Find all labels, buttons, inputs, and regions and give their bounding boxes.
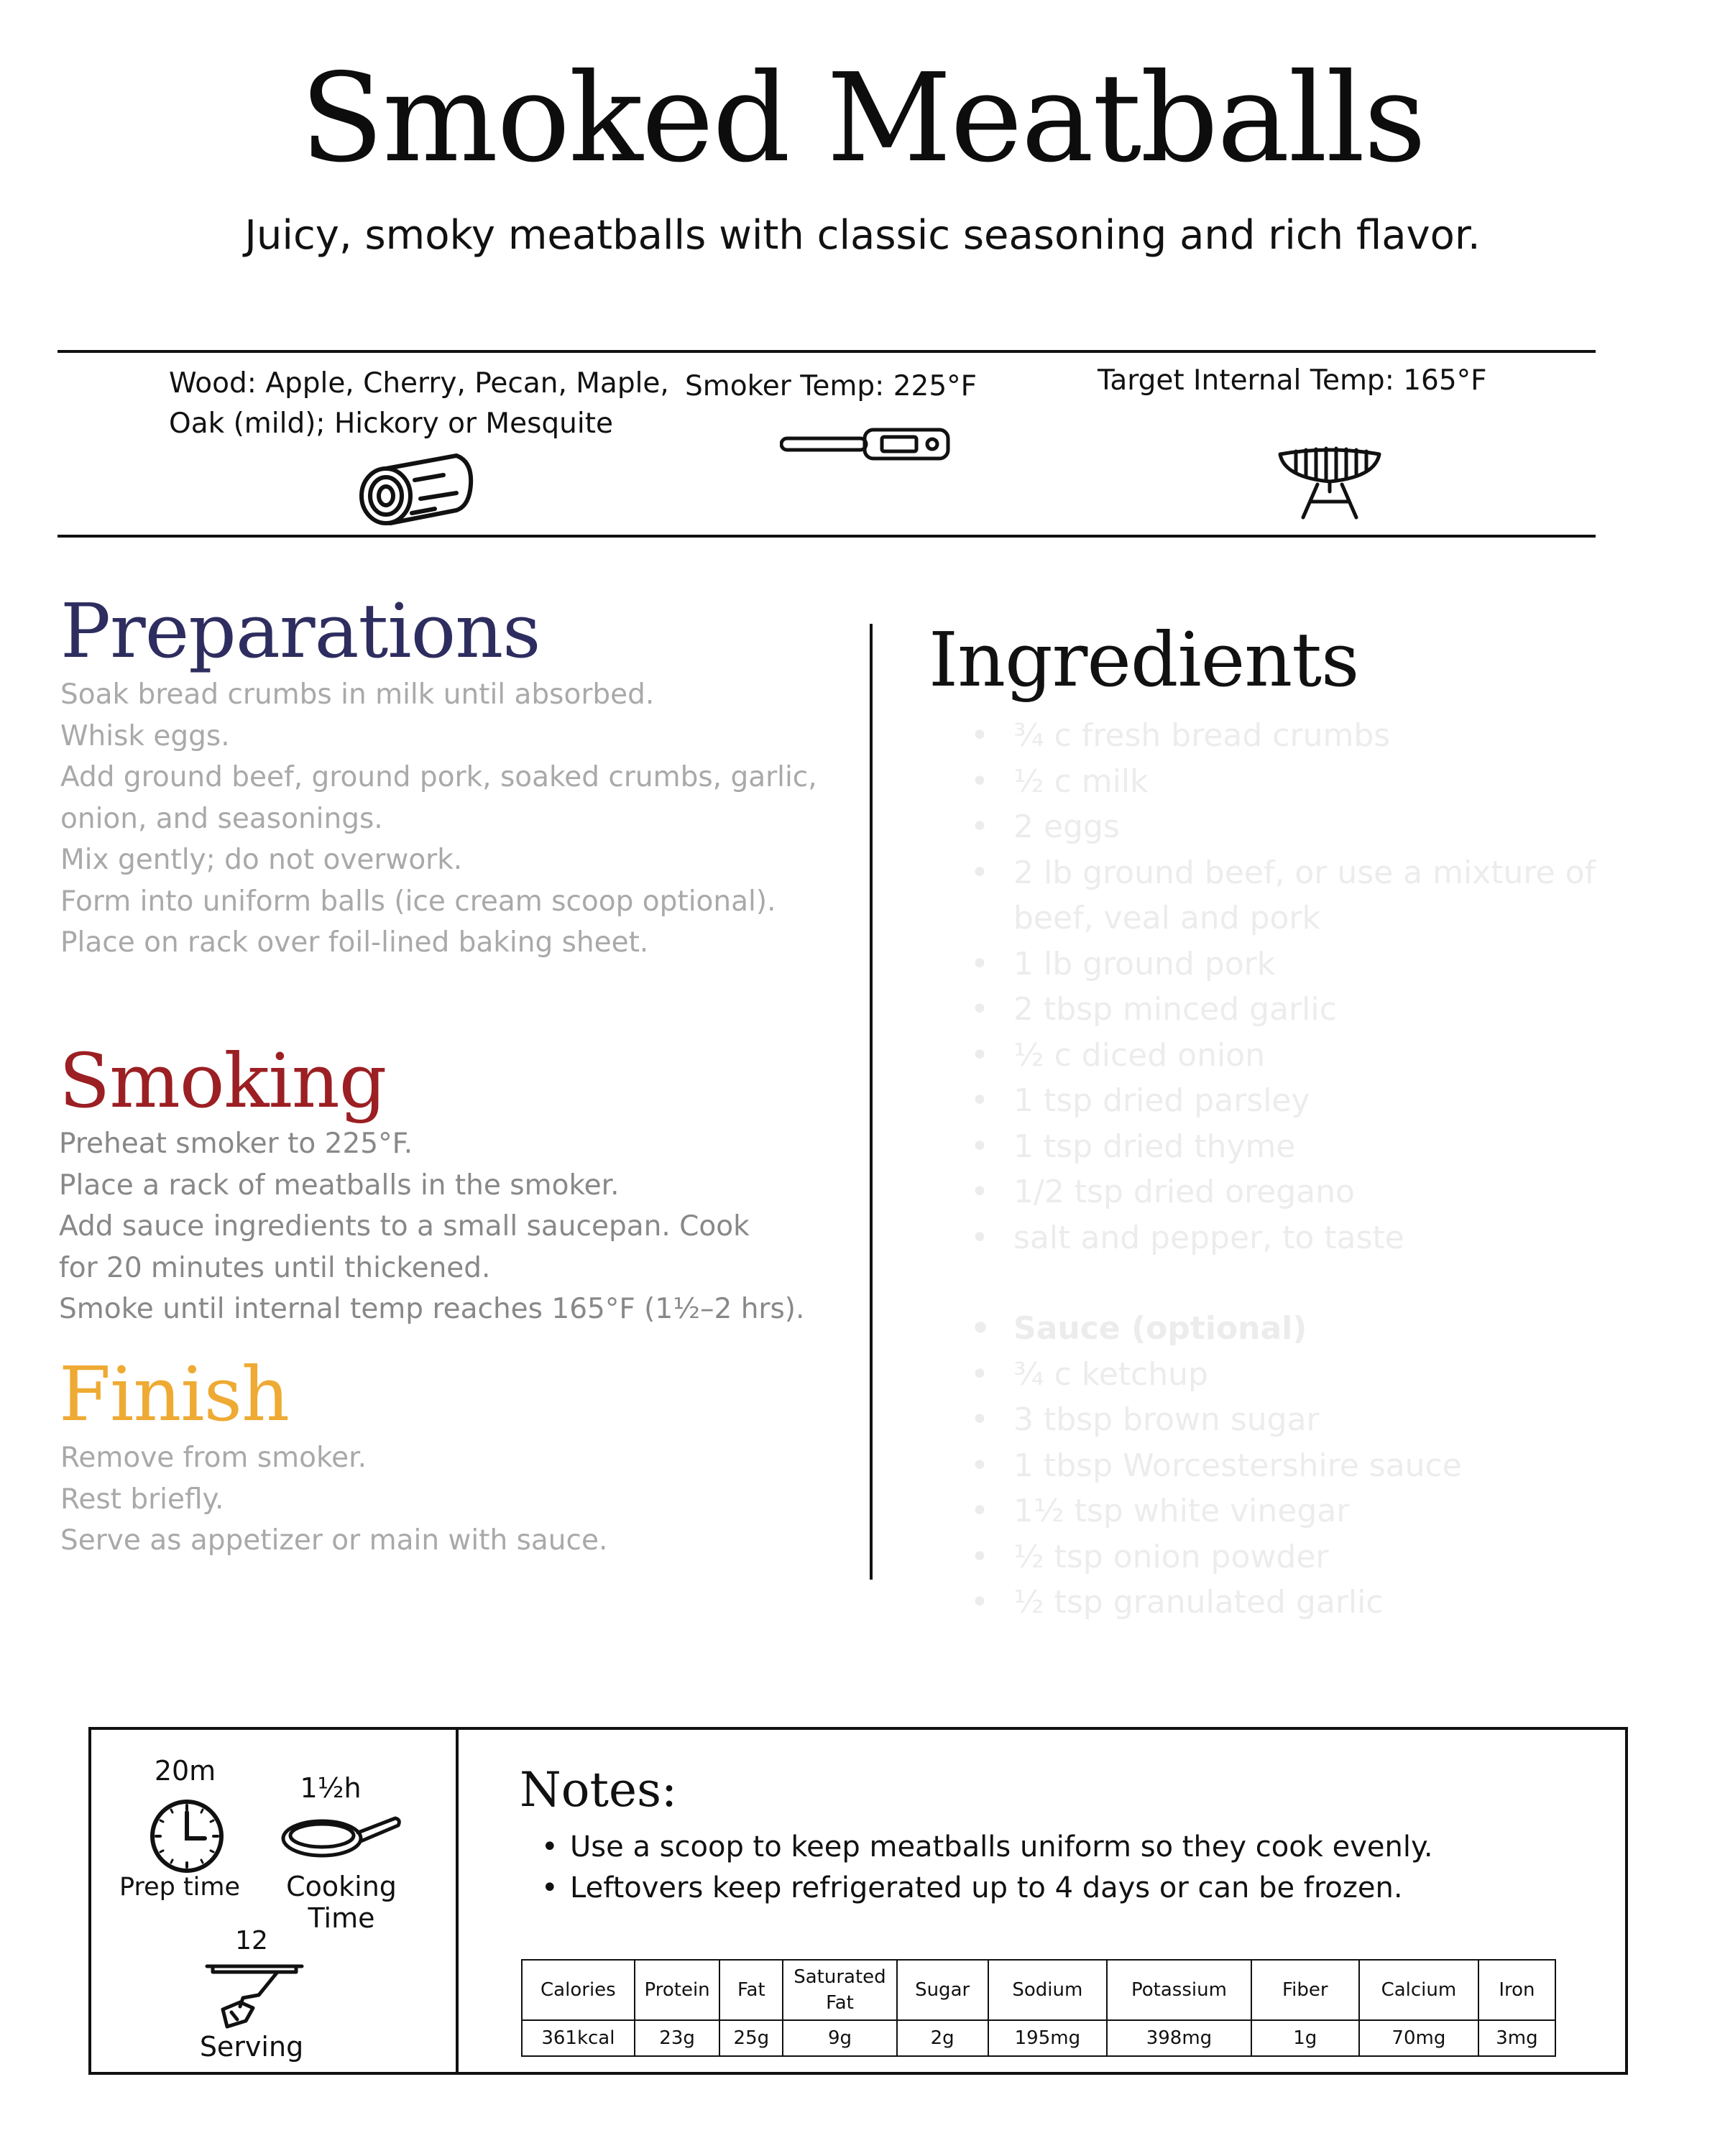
prep-step: Add ground beef, ground pork, soaked crumbs, garlic, (60, 761, 817, 793)
sauce-item: • 1½ tsp white vinegar (956, 1488, 1632, 1534)
column-divider (870, 624, 873, 1580)
nutrition-value: 3mg (1478, 2020, 1555, 2056)
prep-step: Place on rack over foil-lined baking sheet. (60, 926, 649, 959)
nutrition-header: Calories (522, 1960, 635, 2020)
prep-step: Soak bread crumbs in milk until absorbed. (60, 678, 655, 711)
clock-icon (147, 1797, 226, 1879)
info-top-divider (58, 350, 1596, 353)
ingredient-item: • ½ c milk (956, 759, 1632, 805)
frying-pan-icon (280, 1811, 402, 1872)
nutrition-value: 23g (635, 2020, 720, 2056)
nutrition-value: 25g (719, 2020, 783, 2056)
ingredient-item: • 2 eggs (956, 804, 1632, 850)
nutrition-value: 2g (897, 2020, 988, 2056)
sauce-item: • ½ tsp granulated garlic (956, 1580, 1632, 1626)
cook-time-label: Cooking Time (286, 1871, 397, 1934)
serving-value: 12 (235, 1926, 268, 1955)
ingredient-item: • ¾ c fresh bread crumbs (956, 713, 1632, 759)
smoking-step: Preheat smoker to 225°F. (59, 1128, 413, 1160)
wood-line-1: Wood: Apple, Cherry, Pecan, Maple, (169, 367, 669, 400)
preparations-heading: Preparations (60, 587, 540, 675)
cook-time-value: 1½h (300, 1772, 362, 1804)
nutrition-header: Calcium (1359, 1960, 1478, 2020)
log-icon (349, 451, 478, 534)
nutrition-header-row (522, 1960, 1555, 2020)
grill-icon (1276, 444, 1384, 524)
nutrition-header: Saturated Fat (783, 1960, 896, 2020)
recipe-subtitle: Juicy, smoky meatballs with classic seasoning and rich flavor. (244, 212, 1481, 259)
nutrition-header: Protein (635, 1960, 720, 2020)
sauce-item: • ¾ c ketchup (956, 1352, 1632, 1398)
finish-step: Remove from smoker. (60, 1442, 367, 1474)
wood-line-2: Oak (mild); Hickory or Mesquite (169, 407, 613, 440)
notes-list (541, 1827, 1547, 1909)
finish-step: Rest briefly. (60, 1483, 224, 1516)
sauce-item: • ½ tsp onion powder (956, 1534, 1632, 1580)
nutrition-header: Sugar (897, 1960, 988, 2020)
sauce-item: • 3 tbsp brown sugar (956, 1397, 1632, 1443)
notes-heading: Notes: (520, 1762, 678, 1818)
prep-step: Whisk eggs. (60, 719, 230, 752)
nutrition-header: Fiber (1251, 1960, 1359, 2020)
ingredient-item: • 2 lb ground beef, or use a mixture of beef, veal and pork (956, 850, 1632, 941)
nutrition-value: 9g (783, 2020, 896, 2056)
prep-step: Mix gently; do not overwork. (60, 844, 463, 876)
smoking-step: Smoke until internal temp reaches 165°F (1½–2 hrs). (59, 1293, 805, 1325)
nutrition-header: Sodium (988, 1960, 1108, 2020)
summary-divider (456, 1727, 459, 2075)
nutrition-value: 70mg (1359, 2020, 1478, 2056)
thermometer-icon (780, 423, 952, 469)
sauce-heading: • Sauce (optional) (956, 1306, 1632, 1352)
finish-step: Serve as appetizer or main with sauce. (60, 1524, 608, 1557)
nutrition-value: 1g (1251, 2020, 1359, 2056)
serving-tray-icon (203, 1961, 307, 2036)
nutrition-value: 361kcal (522, 2020, 635, 2056)
serving-label: Serving (199, 2031, 304, 2063)
wood-info (169, 364, 669, 444)
info-bottom-divider (58, 535, 1596, 538)
note-item: • Use a scoop to keep meatballs uniform so they cook evenly. (541, 1827, 1547, 1868)
finish-heading: Finish (59, 1350, 290, 1438)
nutrition-header: Potassium (1107, 1960, 1251, 2020)
ingredient-item: • 1/2 tsp dried oregano (956, 1169, 1632, 1215)
smoking-steps (59, 1123, 804, 1330)
sauce-item: • 1 tbsp Worcestershire sauce (956, 1443, 1632, 1489)
nutrition-header: Fat (719, 1960, 783, 2020)
ingredients-heading: Ingredients (929, 616, 1359, 704)
nutrition-table (521, 1959, 1556, 2057)
nutrition-value-row (522, 2020, 1555, 2056)
smoking-heading: Smoking (59, 1037, 387, 1125)
prep-time-value: 20m (154, 1755, 216, 1787)
ingredient-item: • 1 lb ground pork (956, 941, 1632, 987)
finish-steps (60, 1437, 607, 1562)
note-item: • Leftovers keep refrigerated up to 4 days or can be frozen. (541, 1868, 1547, 1909)
ingredient-item: • 1 tsp dried parsley (956, 1078, 1632, 1124)
nutrition-value: 195mg (988, 2020, 1108, 2056)
target-temp: Target Internal Temp: 165°F (1098, 364, 1487, 397)
ingredient-item: • 1 tsp dried thyme (956, 1124, 1632, 1170)
ingredient-item: • 2 tbsp minced garlic (956, 987, 1632, 1033)
smoking-step: Add sauce ingredients to a small saucepan. Cook (59, 1210, 750, 1243)
ingredient-item: • salt and pepper, to taste (956, 1215, 1632, 1261)
preparations-steps (60, 674, 817, 964)
smoking-step: for 20 minutes until thickened. (59, 1251, 491, 1284)
prep-time-label: Prep time (119, 1873, 241, 1902)
recipe-title: Smoked Meatballs (300, 47, 1425, 190)
smoking-step: Place a rack of meatballs in the smoker. (59, 1169, 620, 1202)
ingredients-list (956, 713, 1632, 1626)
nutrition-header: Iron (1478, 1960, 1555, 2020)
prep-step: Form into uniform balls (ice cream scoop optional). (60, 885, 776, 918)
nutrition-value: 398mg (1107, 2020, 1251, 2056)
prep-step: onion, and seasonings. (60, 802, 383, 835)
ingredient-item: • ½ c diced onion (956, 1033, 1632, 1079)
smoker-temp: Smoker Temp: 225°F (685, 370, 978, 402)
